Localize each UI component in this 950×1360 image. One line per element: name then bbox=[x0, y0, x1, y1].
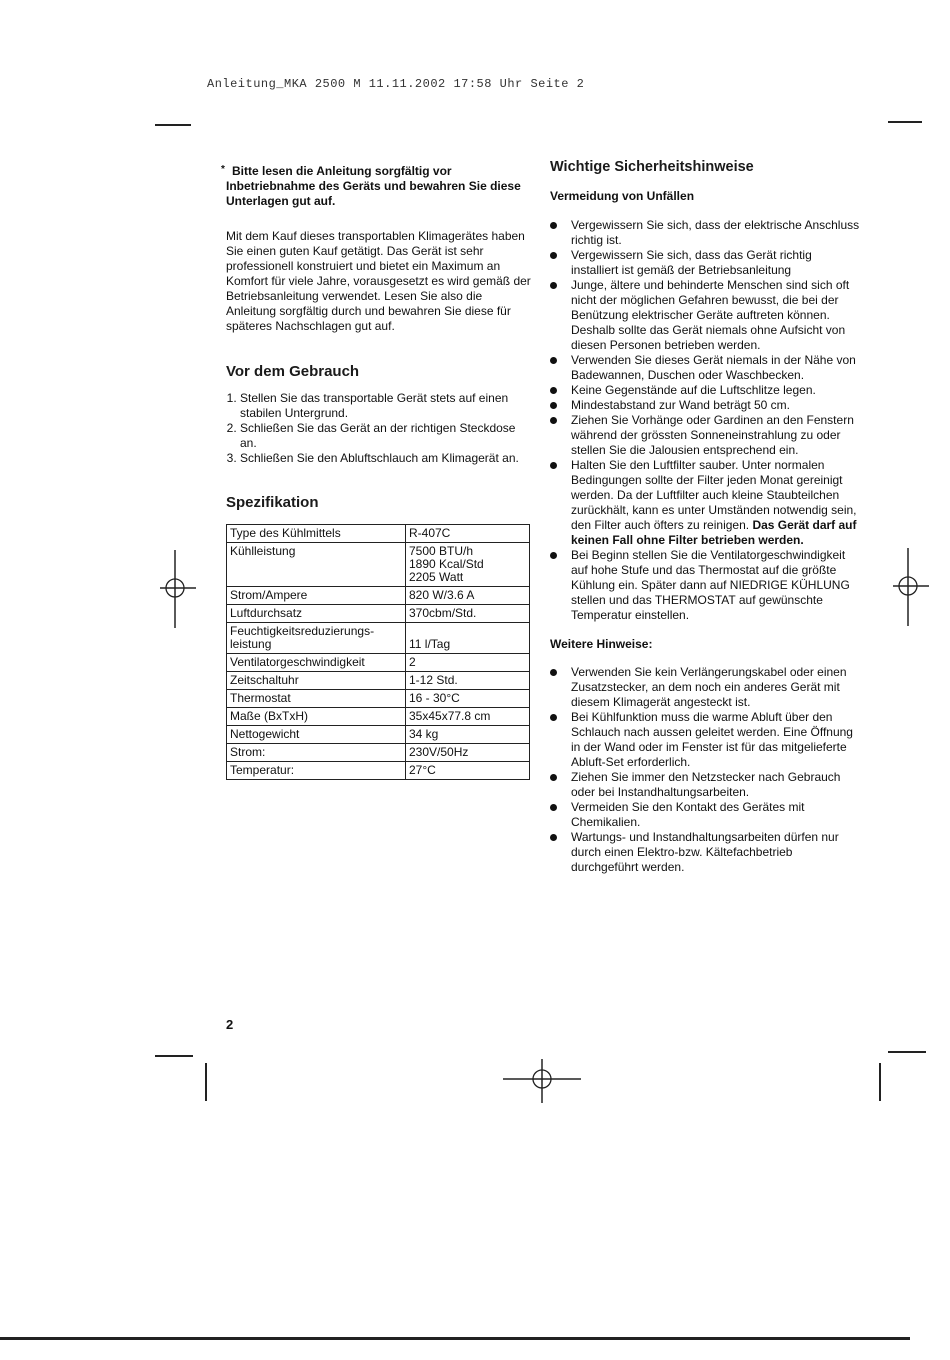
list-item: Bei Beginn stellen Sie die Ventilatorgeschwindigkeit auf hohe Stufe und das Thermostat auf die größte Kühlung ein. Später dann auf NIEDRIGE KÜHLUNG stellen und das THERMOSTAT auf gewünschte Temperatur einstellen. bbox=[550, 548, 860, 623]
crop-mark bbox=[155, 124, 191, 126]
spec-title: Spezifikation bbox=[226, 494, 319, 511]
table-row bbox=[227, 605, 530, 623]
table-row bbox=[227, 690, 530, 708]
table-row bbox=[227, 623, 530, 654]
spec-value: 1-12 Std. bbox=[406, 672, 530, 690]
table-row bbox=[227, 587, 530, 605]
bottom-rule bbox=[0, 1337, 910, 1340]
spec-key: Kühlleistung bbox=[227, 543, 406, 587]
spec-value: 34 kg bbox=[406, 726, 530, 744]
list-item: Keine Gegenstände auf die Luftschlitze legen. bbox=[550, 383, 860, 398]
spec-key: Ventilatorgeschwindigkeit bbox=[227, 654, 406, 672]
list-item: 1. Stellen Sie das transportable Gerät stets auf einen stabilen Untergrund. bbox=[240, 391, 531, 421]
print-header: Anleitung_MKA 2500 M 11.11.2002 17:58 Uhr Seite 2 bbox=[207, 77, 585, 91]
spec-key: Thermostat bbox=[227, 690, 406, 708]
spec-key: Luftdurchsatz bbox=[227, 605, 406, 623]
filter-note: Halten Sie den Luftfilter sauber. Unter normalen Bedingungen sollte der Filter jeden Monat gereinigt werden. Da der Luftfilter auch kleine Staubteilchen zurückhält, kann es unter Umständen notwendig sein, den Filter auch öfters zu reinigen. bbox=[571, 458, 857, 532]
safety-list bbox=[550, 218, 860, 623]
crop-mark bbox=[155, 1055, 193, 1057]
spec-key: Zeitschaltuhr bbox=[227, 672, 406, 690]
spec-value: R-407C bbox=[406, 525, 530, 543]
spec-value: 11 l/Tag bbox=[406, 623, 530, 654]
list-item: Vermeiden Sie den Kontakt des Gerätes mit Chemikalien. bbox=[550, 800, 860, 830]
list-item: Verwenden Sie dieses Gerät niemals in der Nähe von Badewannen, Duschen oder Waschbecken. bbox=[550, 353, 860, 383]
list-item bbox=[550, 458, 860, 548]
filter-warning: Das Gerät darf auf keinen Fall ohne Filter betrieben werden. bbox=[571, 518, 857, 547]
intro-paragraph: Mit dem Kauf dieses transportablen Klimagerätes haben Sie einen guten Kauf getätigt. Das Gerät ist sehr professionell konstruiert und bietet ein Maximum an Komfort für viele Jahre, vorausgesetzt es wird gemäß der Betriebsanleitung verwendet. Lesen Sie also die Anleitung sorgfältig durch und bewahren Sie diese für späteres Nachschlagen gut auf. bbox=[226, 229, 531, 333]
usage-title: Vor dem Gebrauch bbox=[226, 363, 360, 380]
spec-value: 230V/50Hz bbox=[406, 744, 530, 762]
spec-value: 820 W/3.6 A bbox=[406, 587, 530, 605]
table-row bbox=[227, 654, 530, 672]
table-row bbox=[227, 543, 530, 587]
spec-value: 27°C bbox=[406, 762, 530, 780]
more-subtitle: Weitere Hinweise: bbox=[550, 637, 653, 651]
intro-notice-text: Bitte lesen die Anleitung sorgfältig vor Inbetriebnahme des Geräts und bewahren Sie diese Unterlagen gut auf. bbox=[226, 164, 521, 208]
intro-notice bbox=[221, 164, 531, 209]
spec-value: 370cbm/Std. bbox=[406, 605, 530, 623]
right-column bbox=[550, 160, 860, 875]
table-row bbox=[227, 726, 530, 744]
more-list bbox=[550, 665, 860, 875]
spec-key: Type des Kühlmittels bbox=[227, 525, 406, 543]
crop-mark bbox=[205, 1063, 207, 1101]
spec-key: Nettogewicht bbox=[227, 726, 406, 744]
safety-title: Wichtige Sicherheitshinweise bbox=[550, 159, 754, 175]
crop-mark bbox=[888, 121, 922, 123]
list-item: 3. Schließen Sie den Abluftschlauch am Klimagerät an. bbox=[240, 451, 531, 466]
registration-mark-left bbox=[160, 550, 196, 628]
spec-value: 7500 BTU/h 1890 Kcal/Std 2205 Watt bbox=[406, 543, 530, 587]
list-item: Ziehen Sie Vorhänge oder Gardinen an den Fenstern während der grössten Sonneneinstrahlung zu oder stellen Sie die Jalousien entsprechend ein. bbox=[550, 413, 860, 458]
page-number: 2 bbox=[226, 1017, 234, 1032]
spec-value: 16 - 30°C bbox=[406, 690, 530, 708]
list-item: 2. Schließen Sie das Gerät an der richtigen Steckdose an. bbox=[240, 421, 531, 451]
spec-key: Temperatur: bbox=[227, 762, 406, 780]
list-item: Vergewissern Sie sich, dass das Gerät richtig installiert ist gemäß der Betriebsanleitung bbox=[550, 248, 860, 278]
table-row bbox=[227, 744, 530, 762]
registration-mark-bottom bbox=[503, 1059, 581, 1103]
spec-key: Strom: bbox=[227, 744, 406, 762]
list-item: Bei Kühlfunktion muss die warme Abluft über den Schlauch nach aussen geleitet werden. Eine Öffnung in der Wand oder im Fenster ist für das mitgelieferte Abluft-Set erforderlich. bbox=[550, 710, 860, 770]
table-row bbox=[227, 525, 530, 543]
crop-mark bbox=[879, 1063, 881, 1101]
list-item: Vergewissern Sie sich, dass der elektrische Anschluss richtig ist. bbox=[550, 218, 860, 248]
list-item: Junge, ältere und behinderte Menschen sind sich oft nicht der möglichen Gefahren bewusst, die bei der Benützung elektrischer Geräte auftreten können. Deshalb sollte das Gerät niemals ohne Aufsicht von diesen Personen betrieben werden. bbox=[550, 278, 860, 353]
table-row bbox=[227, 762, 530, 780]
usage-steps bbox=[226, 391, 531, 466]
spec-key: Maße (BxTxH) bbox=[227, 708, 406, 726]
spec-table bbox=[226, 524, 530, 780]
left-column bbox=[221, 164, 531, 780]
list-item: Mindestabstand zur Wand beträgt 50 cm. bbox=[550, 398, 860, 413]
accident-subtitle: Vermeidung von Unfällen bbox=[550, 189, 695, 203]
list-item: Wartungs- und Instandhaltungsarbeiten dürfen nur durch einen Elektro-bzw. Kältefachbetrieb durchgeführt werden. bbox=[550, 830, 860, 875]
asterisk-icon: * bbox=[221, 164, 225, 175]
spec-value: 2 bbox=[406, 654, 530, 672]
table-row bbox=[227, 708, 530, 726]
spec-key: Feuchtigkeitsreduzierungs- leistung bbox=[227, 623, 406, 654]
table-row bbox=[227, 672, 530, 690]
registration-mark-right bbox=[893, 548, 929, 626]
list-item: Ziehen Sie immer den Netzstecker nach Gebrauch oder bei Instandhaltungsarbeiten. bbox=[550, 770, 860, 800]
spec-key: Strom/Ampere bbox=[227, 587, 406, 605]
spec-value: 35x45x77.8 cm bbox=[406, 708, 530, 726]
crop-mark bbox=[888, 1051, 926, 1053]
list-item: Verwenden Sie kein Verlängerungskabel oder einen Zusatzstecker, an dem noch ein anderes Gerät mit diesem Klimagerät angesteckt ist. bbox=[550, 665, 860, 710]
